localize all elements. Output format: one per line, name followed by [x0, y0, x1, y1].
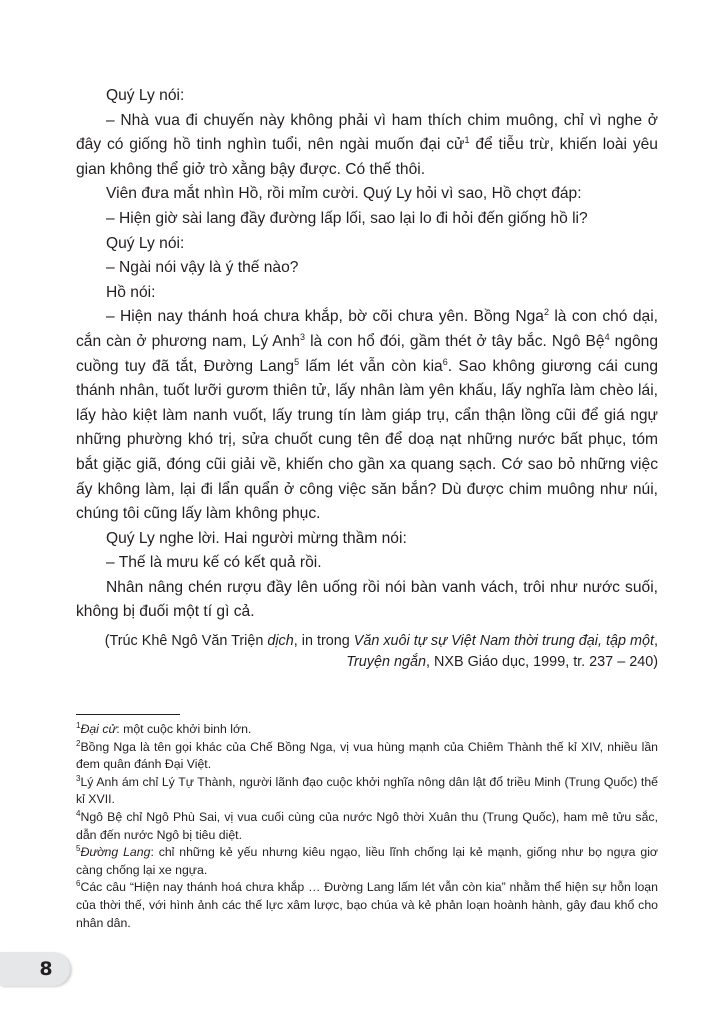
paragraph: Viên đưa mắt nhìn Hồ, rồi mỉm cười. Quý Ly hỏi vì sao, Hồ chợt đáp: [106, 185, 582, 203]
paragraph: – Thế là mưu kế có kết quả rồi. [106, 554, 322, 572]
footnote-ref: 4 [604, 331, 610, 342]
source-citation: (Trúc Khê Ngô Văn Triện dịch, in trong Văn xuôi tự sự Việt Nam thời trung đại, tập một, Truyện ngắn, NXB Giáo dục, 1999, tr. 237 – 240) [104, 633, 658, 671]
story-text [76, 84, 658, 673]
footnote: $^3$Lý Anh ám chỉ Lý Tự Thành, người lãnh đạo cuộc khởi nghĩa nông dân lật đổ triều Minh (Trung Quốc) thế kỉ XVII. [76, 773, 658, 807]
footnote-ref: 2 [543, 307, 549, 318]
paragraph: Quý Ly nói: [106, 234, 185, 252]
page-number-tab [0, 952, 70, 986]
footnote: $^6$Các câu “Hiện nay thánh hoá chưa khắp … Đường Lang lấm lét vẫn còn kia” nhằm thể hiện sự hỗn loạn của thời thế, với hình ảnh các thế lực xâm lược, bạo chúa và kẻ phản loạn hoành hành, gây đau khổ cho nhân dân. [76, 879, 658, 930]
footnote: $^2$Bồng Nga là tên gọi khác của Chế Bồng Nga, vị vua hùng mạnh của Chiêm Thành thế kỉ XIV, nhiều lần đem quân đánh Đại Việt. [76, 738, 658, 772]
paragraph: Hồ nói: [106, 283, 156, 301]
footnote: $^5$Đường Lang: chỉ những kẻ yếu nhưng kiêu ngạo, liều lĩnh chống lại kẻ mạnh, giống như bọ ngựa giơ càng chống lại xe ngựa. [76, 844, 658, 877]
footnote-ref: 6 [442, 356, 448, 367]
paragraph: Nhân nâng chén rượu đầy lên uống rồi nói bàn vanh vách, trôi như nước suối, không bị đuối một tí gì cả. [76, 578, 658, 621]
footnote-ref: 1 [464, 135, 470, 145]
paragraph: – Hiện giờ sài lang đầy đường lấp lối, sao lại lo đi hỏi đến giống hồ li? [106, 209, 588, 227]
footnotes [76, 721, 658, 932]
paragraph: – Ngài nói vậy là ý thế nào? [106, 259, 299, 277]
footnote-ref: 5 [294, 356, 300, 367]
footnote-divider [76, 714, 180, 715]
paragraph: – Hiện nay thánh hoá chưa khắp, bờ cõi chưa yên. Bồng Nga$^2$ là con chó dại, cắn càn ở phương nam, Lý Anh$^3$ là con hổ đói, gầm thét ở tây bắc. Ngô Bệ$^4$ ngông cuồng tuy đã tắt, Đường Lang$^5$ lấm lét vẫn còn kia$^6$. Sao không giương cái cung thánh nhân, tuốt lưỡi gươm thiên tử, lấy nhân làm yên khấu, lấy nghĩa làm chèo lái, lấy hào kiệt làm nanh vuốt, lấy trung tín làm giáp trụ, cẩn thận lồng cũi để giá ngự những phường khó trị, sửa chuốt cung tên để doạ nạt những nước bất phục, tóm bắt giặc giã, đóng cũi giải về, khiến cho gần xa quang sạch. Cớ sao bỏ những việc ấy không làm, lại đi lẩn quẩn ở công việc săn bắn? Dù được chim muông như núi, chúng tôi cũng lấy làm không phục. [76, 307, 658, 523]
paragraph: – Nhà vua đi chuyến này không phải vì ham thích chim muông, chỉ vì nghe ở đây có giống hồ tinh nghìn tuổi, nên ngài muốn đại cử$^1$ để tiễu trừ, khiến loài yêu gian không thể giở trò xằng bậy được. Có thế thôi. [76, 111, 658, 178]
footnote-ref: 3 [300, 331, 306, 342]
paragraph: Quý Ly nói: [106, 87, 185, 104]
footnote: $^1$Đại cử: một cuộc khởi binh lớn. [76, 720, 252, 736]
paragraph: Quý Ly nghe lời. Hai người mừng thầm nói: [106, 529, 407, 547]
footnote: $^4$Ngô Bệ chỉ Ngô Phù Sai, vị vua cuối cùng của nước Ngô thời Xuân thu (Trung Quốc), ham mê tửu sắc, dẫn đến nước Ngô bị tiêu diệt. [76, 808, 658, 842]
page-number: 8 [39, 958, 53, 980]
